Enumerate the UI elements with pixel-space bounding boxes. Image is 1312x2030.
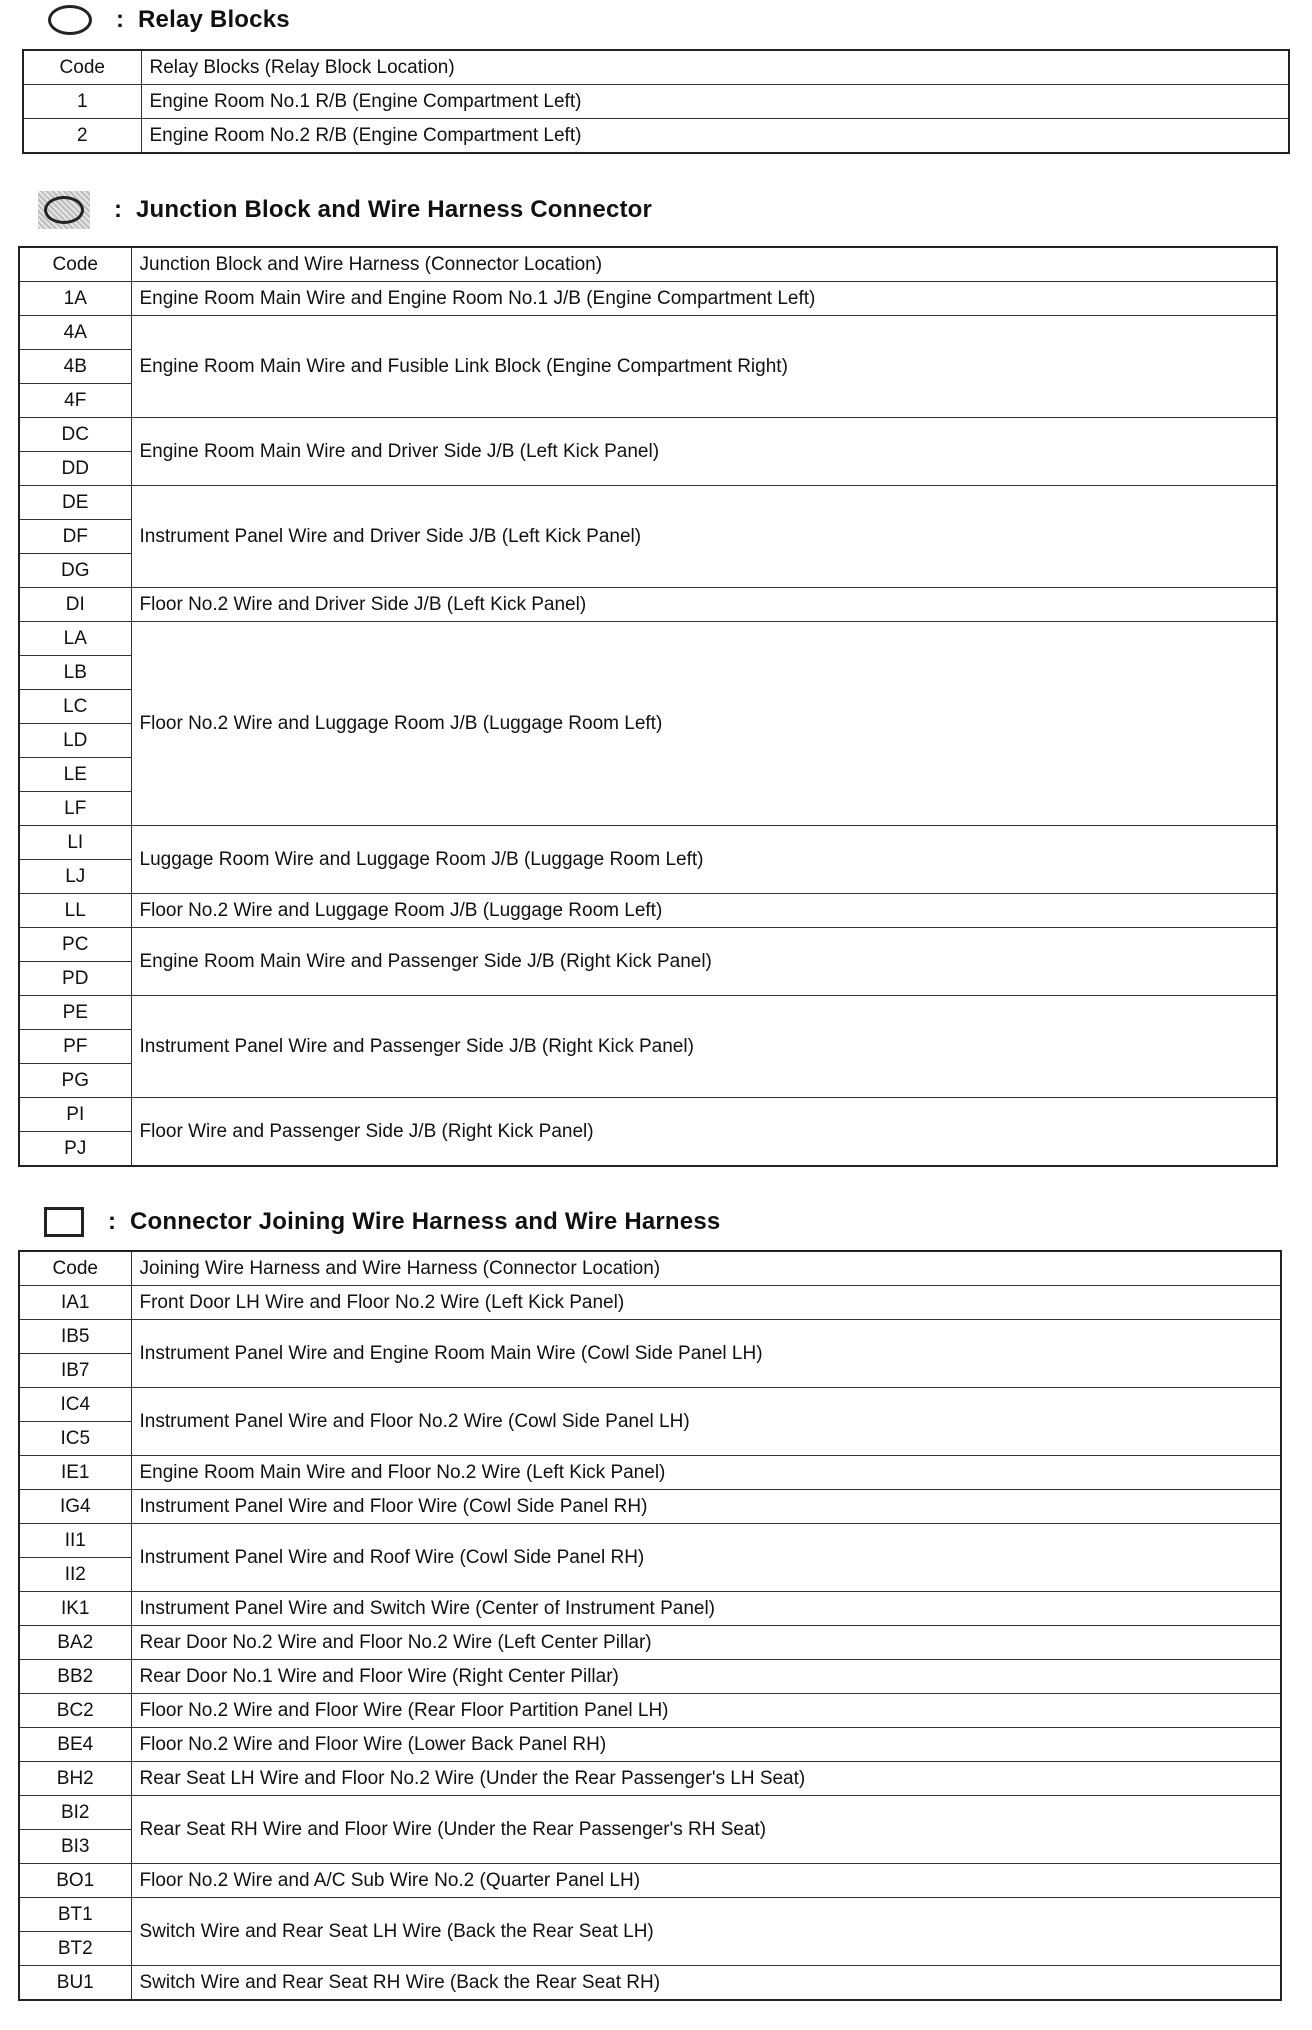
location-cell: Floor No.2 Wire and Floor Wire (Lower Back Panel RH) (131, 1728, 1281, 1762)
table-row (19, 928, 1277, 962)
table-row (19, 282, 1277, 316)
code-cell: DG (19, 554, 131, 588)
location-cell: Floor No.2 Wire and Luggage Room J/B (Luggage Room Left) (131, 894, 1277, 928)
code-cell: BI3 (19, 1830, 131, 1864)
code-cell: LL (19, 894, 131, 928)
table-row (19, 1728, 1281, 1762)
table-header-row (19, 1251, 1281, 1286)
location-cell: Floor No.2 Wire and Driver Side J/B (Left Kick Panel) (131, 588, 1277, 622)
shaded-oval-icon (38, 191, 90, 229)
code-cell: PI (19, 1098, 131, 1132)
code-cell: BT1 (19, 1898, 131, 1932)
code-cell: LA (19, 622, 131, 656)
location-cell: Instrument Panel Wire and Engine Room Main Wire (Cowl Side Panel LH) (131, 1320, 1281, 1388)
table-row (23, 85, 1289, 119)
table-row (19, 1898, 1281, 1932)
connector-section-heading: : Connector Joining Wire Harness and Wire Harness (44, 1202, 720, 1242)
code-cell: IA1 (19, 1286, 131, 1320)
junction-section-heading: : Junction Block and Wire Harness Connector (38, 190, 652, 230)
table-row (19, 1864, 1281, 1898)
table-row (19, 1796, 1281, 1830)
connector-joining-table (18, 1250, 1282, 2001)
location-cell: Front Door LH Wire and Floor No.2 Wire (Left Kick Panel) (131, 1286, 1281, 1320)
code-cell: LJ (19, 860, 131, 894)
location-cell: Engine Room Main Wire and Fusible Link Block (Engine Compartment Right) (131, 316, 1277, 418)
table-row (19, 894, 1277, 928)
description-column-header: Joining Wire Harness and Wire Harness (Connector Location) (131, 1251, 1281, 1286)
table-row (19, 1490, 1281, 1524)
junction-blocks-table (18, 246, 1278, 1167)
code-cell: BE4 (19, 1728, 131, 1762)
code-cell: BH2 (19, 1762, 131, 1796)
code-cell: LI (19, 826, 131, 860)
table-row (19, 418, 1277, 452)
location-cell: Instrument Panel Wire and Floor Wire (Cowl Side Panel RH) (131, 1490, 1281, 1524)
description-column-header: Junction Block and Wire Harness (Connector Location) (131, 247, 1277, 282)
code-cell: BB2 (19, 1660, 131, 1694)
location-cell: Instrument Panel Wire and Roof Wire (Cowl Side Panel RH) (131, 1524, 1281, 1592)
code-cell: 1 (23, 85, 141, 119)
table-header-row (23, 50, 1289, 85)
code-cell: BC2 (19, 1694, 131, 1728)
table-row (19, 1524, 1281, 1558)
table-row (19, 826, 1277, 860)
code-cell: DE (19, 486, 131, 520)
connector-section-title: Connector Joining Wire Harness and Wire Harness (130, 1208, 721, 1235)
code-column-header: Code (23, 50, 141, 85)
junction-section-title: Junction Block and Wire Harness Connector (136, 196, 653, 223)
code-cell: LC (19, 690, 131, 724)
code-cell: IG4 (19, 1490, 131, 1524)
code-cell: 2 (23, 119, 141, 154)
location-cell: Engine Room Main Wire and Driver Side J/B (Left Kick Panel) (131, 418, 1277, 486)
code-cell: PF (19, 1030, 131, 1064)
location-cell: Luggage Room Wire and Luggage Room J/B (Luggage Room Left) (131, 826, 1277, 894)
table-row (19, 1660, 1281, 1694)
code-cell: 1A (19, 282, 131, 316)
location-cell: Rear Door No.2 Wire and Floor No.2 Wire (Left Center Pillar) (131, 1626, 1281, 1660)
code-cell: II1 (19, 1524, 131, 1558)
relay-section-title: Relay Blocks (138, 6, 290, 33)
table-row (19, 1320, 1281, 1354)
location-cell: Floor No.2 Wire and Floor Wire (Rear Floor Partition Panel LH) (131, 1694, 1281, 1728)
code-column-header: Code (19, 1251, 131, 1286)
code-cell: PJ (19, 1132, 131, 1167)
table-row (19, 1694, 1281, 1728)
code-cell: IC5 (19, 1422, 131, 1456)
code-cell: IC4 (19, 1388, 131, 1422)
location-cell: Engine Room Main Wire and Passenger Side J/B (Right Kick Panel) (131, 928, 1277, 996)
oval-outline-icon (48, 5, 92, 35)
code-column-header: Code (19, 247, 131, 282)
table-row (19, 622, 1277, 656)
code-cell: PD (19, 962, 131, 996)
table-row (23, 119, 1289, 154)
code-cell: BA2 (19, 1626, 131, 1660)
location-cell: Floor No.2 Wire and Luggage Room J/B (Luggage Room Left) (131, 622, 1277, 826)
location-cell: Rear Seat RH Wire and Floor Wire (Under the Rear Passenger's RH Seat) (131, 1796, 1281, 1864)
location-cell: Engine Room No.2 R/B (Engine Compartment Left) (141, 119, 1289, 154)
code-cell: DD (19, 452, 131, 486)
location-cell: Floor Wire and Passenger Side J/B (Right Kick Panel) (131, 1098, 1277, 1167)
code-cell: II2 (19, 1558, 131, 1592)
relay-section-heading: : Relay Blocks (48, 0, 290, 40)
relay-blocks-table (22, 49, 1290, 154)
code-cell: PG (19, 1064, 131, 1098)
location-cell: Engine Room No.1 R/B (Engine Compartment Left) (141, 85, 1289, 119)
table-row (19, 996, 1277, 1030)
code-cell: DF (19, 520, 131, 554)
code-cell: 4F (19, 384, 131, 418)
code-cell: 4A (19, 316, 131, 350)
table-row (19, 588, 1277, 622)
table-row (19, 316, 1277, 350)
table-row (19, 1626, 1281, 1660)
code-cell: PC (19, 928, 131, 962)
location-cell: Floor No.2 Wire and A/C Sub Wire No.2 (Quarter Panel LH) (131, 1864, 1281, 1898)
table-row (19, 1762, 1281, 1796)
code-cell: BI2 (19, 1796, 131, 1830)
location-cell: Switch Wire and Rear Seat LH Wire (Back the Rear Seat LH) (131, 1898, 1281, 1966)
table-row (19, 1456, 1281, 1490)
location-cell: Instrument Panel Wire and Floor No.2 Wire (Cowl Side Panel LH) (131, 1388, 1281, 1456)
table-header-row (19, 247, 1277, 282)
code-cell: BT2 (19, 1932, 131, 1966)
table-row (19, 1286, 1281, 1320)
location-cell: Rear Door No.1 Wire and Floor Wire (Right Center Pillar) (131, 1660, 1281, 1694)
location-cell: Engine Room Main Wire and Floor No.2 Wire (Left Kick Panel) (131, 1456, 1281, 1490)
code-cell: 4B (19, 350, 131, 384)
code-cell: LE (19, 758, 131, 792)
code-cell: DC (19, 418, 131, 452)
code-cell: LD (19, 724, 131, 758)
code-cell: PE (19, 996, 131, 1030)
code-cell: LF (19, 792, 131, 826)
code-cell: BO1 (19, 1864, 131, 1898)
code-cell: IK1 (19, 1592, 131, 1626)
table-row (19, 1388, 1281, 1422)
code-cell: BU1 (19, 1966, 131, 2001)
table-row (19, 486, 1277, 520)
location-cell: Engine Room Main Wire and Engine Room No.1 J/B (Engine Compartment Left) (131, 282, 1277, 316)
code-cell: DI (19, 588, 131, 622)
location-cell: Instrument Panel Wire and Switch Wire (Center of Instrument Panel) (131, 1592, 1281, 1626)
location-cell: Instrument Panel Wire and Driver Side J/B (Left Kick Panel) (131, 486, 1277, 588)
code-cell: IB5 (19, 1320, 131, 1354)
code-cell: IB7 (19, 1354, 131, 1388)
location-cell: Rear Seat LH Wire and Floor No.2 Wire (Under the Rear Passenger's LH Seat) (131, 1762, 1281, 1796)
table-row (19, 1098, 1277, 1132)
description-column-header: Relay Blocks (Relay Block Location) (141, 50, 1289, 85)
location-cell: Instrument Panel Wire and Passenger Side J/B (Right Kick Panel) (131, 996, 1277, 1098)
square-outline-icon (44, 1207, 84, 1237)
code-cell: LB (19, 656, 131, 690)
table-row (19, 1966, 1281, 2001)
location-cell: Switch Wire and Rear Seat RH Wire (Back the Rear Seat RH) (131, 1966, 1281, 2001)
table-row (19, 1592, 1281, 1626)
code-cell: IE1 (19, 1456, 131, 1490)
